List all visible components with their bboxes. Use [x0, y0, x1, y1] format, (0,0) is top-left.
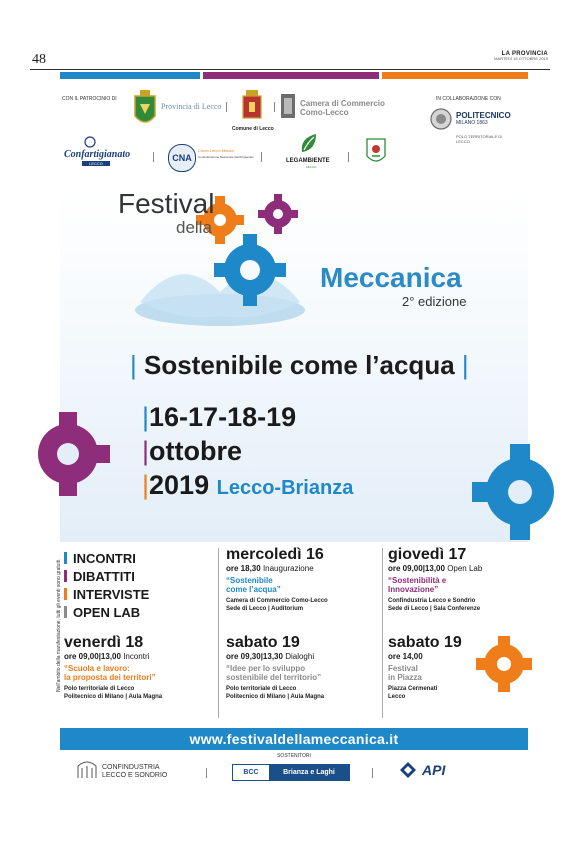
slogan-bar-left: | [130, 350, 137, 380]
camera-commercio-text [300, 99, 385, 117]
top-rule [30, 69, 550, 70]
sostenitori-label: SOSTENITORI [277, 753, 311, 759]
category-dibattiti: DIBATTITI [64, 568, 149, 586]
confartigianato-logo: Confartigianato [64, 149, 131, 160]
politecnico-seal-icon [430, 108, 452, 130]
slogan-text: Sostenibile come l’acqua [144, 350, 455, 380]
event-time: ore 09,00|13,00 Open Lab [388, 564, 483, 573]
api-symbol-icon [398, 760, 418, 780]
category-interviste: INTERVISTE [64, 586, 149, 604]
event-place: Confindustria Lecco e Sondrio Sede di Lecco | Sala Conferenze [388, 598, 481, 612]
event-day: mercoledì 16 [226, 546, 324, 563]
event-sabato-pomeriggio [388, 634, 478, 701]
legambiente-leaf-icon [298, 132, 320, 156]
legambiente-sub: LECCO [306, 165, 317, 169]
confartigianato-sub: LECCO [82, 161, 110, 166]
category-open-lab: OPEN LAB [64, 604, 149, 622]
cna-line1: Como Lecco Monza [198, 148, 234, 153]
event-time: ore 18,30 Inaugurazione [226, 564, 314, 573]
festival-advertisement [56, 72, 528, 782]
color-bar-orange [382, 72, 528, 79]
newspaper-date: MARTEDÌ 15 OTTOBRE 2019 [494, 56, 548, 61]
event-day: sabato 19 [226, 634, 300, 651]
comune-lecco-text: Comune di Lecco [232, 126, 274, 132]
api-logo: API [422, 762, 446, 778]
color-bar-purple [203, 72, 379, 79]
date-line3: 2019 [149, 470, 210, 500]
confindustria-text [102, 764, 167, 780]
disclaimer: Nell'ambito della manifestazione, tutti gli eventi sono gratuiti. [56, 558, 62, 692]
event-title: “Sostenibilità e Innovazione” [388, 576, 447, 594]
bcc-text: Brianza e Laghi [269, 765, 349, 780]
slogan-bar-right: | [461, 350, 469, 380]
event-giovedi [388, 546, 528, 613]
politecnico-sub: MILANO 1863 [456, 120, 488, 126]
category-incontri: INCONTRI [64, 550, 149, 568]
cna-line2: Confederazione Nazionale dell'Artigianato [198, 155, 254, 159]
event-place: Camera di Commercio Como-Lecco Sede di Lecco | Auditorium [226, 598, 328, 612]
provincia-lecco-crest-icon [132, 90, 158, 130]
orange-gear-icon [470, 632, 528, 692]
camera-line2: Como-Lecco [300, 108, 349, 117]
event-sabato-mattina [226, 634, 376, 701]
event-title: “Scuola e lavoro: la proposta dei territori” [64, 664, 156, 682]
parco-badge-icon [366, 138, 386, 166]
event-day: giovedì 17 [388, 546, 467, 563]
event-time: ore 09,00|13,00 Incontri [64, 652, 150, 661]
event-time: ore 09,30|13,30 Dialoghi [226, 652, 315, 661]
event-day: sabato 19 [388, 634, 462, 651]
confindustria-icon [76, 760, 98, 780]
patrocinio-label: CON IL PATROCINIO DI [62, 96, 117, 102]
provincia-lecco-text: Provincia di Lecco [161, 102, 222, 111]
politecnico-name: POLITECNICO [456, 111, 511, 120]
page-number: 48 [32, 52, 46, 67]
title-meccanica: Meccanica [320, 262, 462, 293]
politecnico-polo: POLO TERRITORIALE DI LECCO [456, 134, 503, 144]
slogan [130, 350, 469, 381]
event-venerdi [64, 634, 214, 701]
date-line1: 16-17-18-19 [149, 402, 297, 432]
masthead [494, 51, 548, 61]
date-line2: ottobre [149, 436, 242, 466]
bcc-logo [232, 764, 350, 781]
event-time: ore 14,00 [388, 652, 423, 661]
confartigianato-symbol-icon [84, 136, 96, 148]
date-days: |16-17-18-19 [142, 402, 297, 432]
event-day: venerdì 18 [64, 634, 144, 651]
event-title: Festival in Piazza [388, 664, 422, 682]
edition: 2° edizione [402, 294, 467, 309]
title-della: della [176, 218, 212, 237]
hero [60, 188, 528, 542]
event-title: “Sostenibile come l’acqua” [226, 576, 281, 594]
camera-commercio-icon [281, 94, 295, 118]
event-place: Polo territoriale di Lecco Politecnico di Milano | Aula Magna [64, 686, 163, 700]
collaborazione-label: IN COLLABORAZIONE CON [436, 96, 501, 102]
website-link[interactable]: www.festivaldellameccanica.it [60, 728, 528, 750]
comune-lecco-crest-icon [240, 90, 264, 124]
color-bar-blue [60, 72, 200, 79]
event-mercoledi [226, 546, 376, 613]
date-year: |2019 Lecco-Brianza [142, 470, 354, 500]
newspaper-name: LA PROVINCIA [501, 51, 548, 57]
cna-logo: CNA [168, 144, 196, 172]
event-place: Polo territoriale di Lecco Politecnico di Milano | Aula Magna [226, 686, 325, 700]
legambiente-text: LEGAMBIENTE [286, 158, 330, 164]
location: Lecco-Brianza [216, 477, 354, 499]
confindustria-line1: CONFINDUSTRIA [102, 764, 160, 771]
confindustria-line2: LECCO E SONDRIO [102, 772, 168, 779]
camera-line1: Camera di Commercio [300, 99, 385, 108]
event-place: Piazza Cermenati Lecco [388, 686, 438, 700]
bcc-mark: BCC [233, 765, 269, 780]
event-title: “Idee per lo sviluppo sostenibile del territorio” [226, 664, 322, 682]
date-month: |ottobre [142, 436, 242, 466]
title-festival: Festival [118, 188, 215, 219]
categories-list [64, 550, 149, 622]
